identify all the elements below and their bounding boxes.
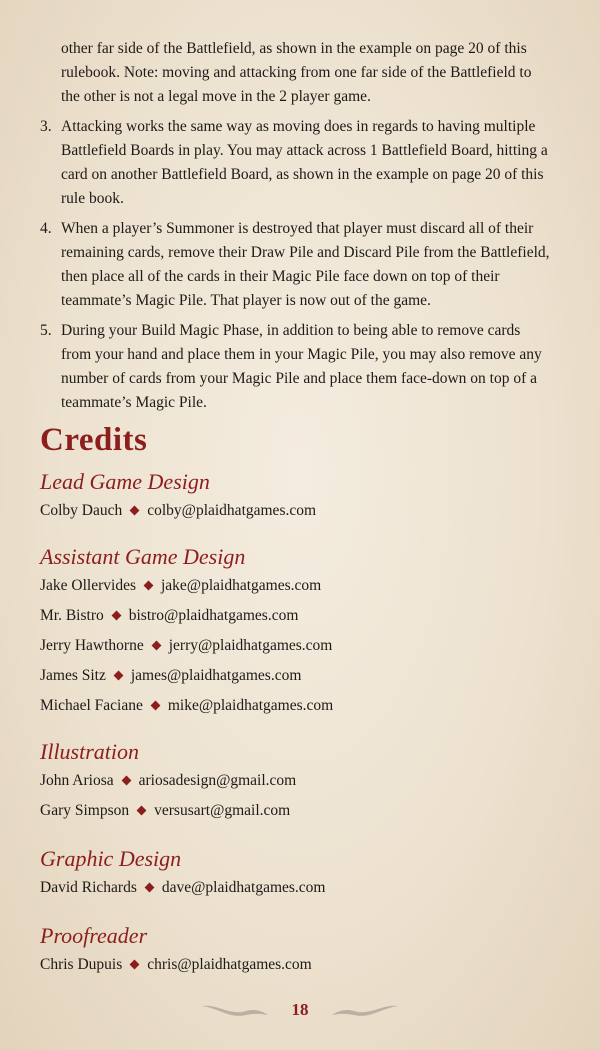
person-name: Chris Dupuis [40, 956, 123, 973]
credit-entry [40, 766, 560, 796]
person-name: John Ariosa [40, 772, 114, 789]
section-heading: Assistant Game Design [40, 544, 246, 569]
credit-entry [40, 950, 560, 980]
person-email: jerry@plaidhatgames.com [168, 637, 333, 654]
right-swoosh-ornament-icon [330, 1002, 400, 1018]
section-heading: Graphic Design [40, 846, 182, 871]
rule-number: 5. [40, 322, 52, 339]
person-name: Gary Simpson [40, 802, 130, 819]
rule-number: 3. [40, 118, 52, 135]
person-name: Jake Ollervides [40, 577, 136, 594]
diamond-bullet-icon [144, 580, 154, 590]
person-email: mike@plaidhatgames.com [167, 697, 334, 714]
credit-entry [40, 873, 560, 903]
rule-text: Attacking works the same way as moving does in regards to having multiple Battlefield Boards in play. You may attack across 1 Battlefield Board, hitting a card on another Battlefield Board, as shown in the example on page 20 of this rule book. [61, 118, 548, 207]
left-swoosh-ornament-icon [200, 1002, 270, 1018]
credits-section-illustration [40, 738, 560, 826]
diamond-bullet-icon [130, 505, 140, 515]
diamond-bullet-icon [137, 805, 147, 815]
person-name: Jerry Hawthorne [40, 637, 144, 654]
person-email: james@plaidhatgames.com [130, 667, 302, 684]
credit-entry [40, 691, 560, 721]
credits-section-proofreader [40, 922, 560, 980]
credit-entry [40, 571, 560, 601]
diamond-bullet-icon [111, 610, 121, 620]
credit-entry [40, 631, 560, 661]
credits-section-graphic-design [40, 845, 560, 903]
person-email: chris@plaidhatgames.com [147, 956, 312, 973]
rule-text: During your Build Magic Phase, in addition to being able to remove cards from your hand and place them in your Magic Pile, you may also remove any number of cards from your Magic Pile and place them face-down on top of a teammate’s Magic Pile. [61, 322, 542, 411]
page-footer [0, 995, 600, 1025]
diamond-bullet-icon [144, 882, 154, 892]
diamond-bullet-icon [151, 640, 161, 650]
person-name: Mr. Bistro [40, 607, 104, 624]
credit-entry [40, 796, 560, 826]
section-heading: Illustration [40, 739, 140, 764]
rule-item [40, 115, 550, 211]
person-email: versusart@gmail.com [154, 802, 291, 819]
section-heading: Proofreader [40, 923, 148, 948]
credit-entry [40, 601, 560, 631]
diamond-bullet-icon [121, 775, 131, 785]
credits-section-lead-design [40, 468, 560, 526]
credit-entry [40, 661, 560, 691]
diamond-bullet-icon [150, 700, 160, 710]
section-heading: Lead Game Design [40, 469, 210, 494]
person-name: David Richards [40, 879, 137, 896]
person-email: colby@plaidhatgames.com [147, 502, 317, 519]
rule-text: When a player’s Summoner is destroyed that player must discard all of their remaining cards, remove their Draw Pile and Discard Pile from the Battlefield, then place all of the cards in their Magic Pile face down on top of their teammate’s Magic Pile. That player is now out of the game. [61, 220, 550, 309]
rule-item [40, 319, 550, 415]
person-email: bistro@plaidhatgames.com [128, 607, 299, 624]
person-name: Michael Faciane [40, 697, 143, 714]
person-email: dave@plaidhatgames.com [161, 879, 326, 896]
page-number: 18 [291, 1000, 309, 1019]
person-name: James Sitz [40, 667, 106, 684]
person-name: Colby Dauch [40, 502, 123, 519]
diamond-bullet-icon [113, 670, 123, 680]
credit-entry [40, 496, 560, 526]
continued-paragraph: other far side of the Battlefield, as shown in the example on page 20 of this rulebook. Note: moving and attacking from one far side of the Battlefield to the other is not a legal move in the 2 player game. [61, 40, 532, 105]
credits-heading: Credits [40, 422, 148, 458]
rule-number: 4. [40, 220, 52, 237]
rules-list [40, 115, 550, 421]
credits-section-assistant-design [40, 543, 560, 721]
diamond-bullet-icon [130, 959, 140, 969]
person-email: jake@plaidhatgames.com [160, 577, 322, 594]
person-email: ariosadesign@gmail.com [138, 772, 297, 789]
rule-item [40, 217, 550, 313]
